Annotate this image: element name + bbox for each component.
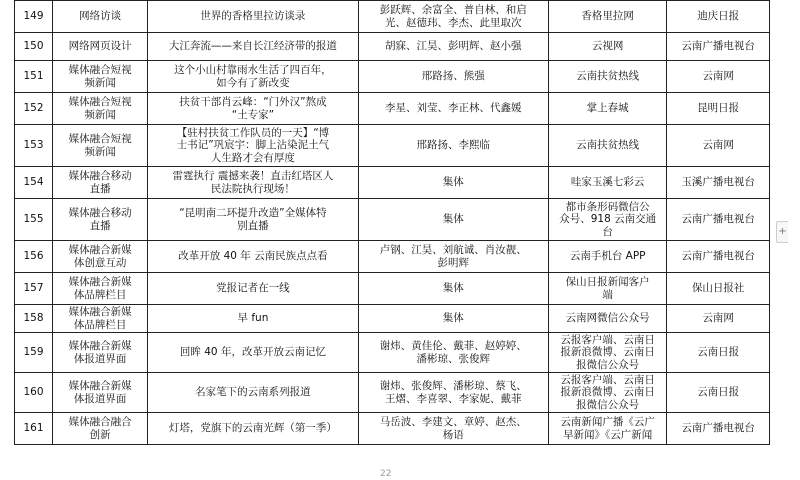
cell-authors: 集体 — [358, 167, 548, 199]
cell-category: 媒体融合新媒 体品牌栏目 — [53, 305, 148, 333]
cell-number: 154 — [15, 167, 53, 199]
cell-title: 世界的香格里拉访谈录 — [148, 1, 358, 33]
expand-tab-icon[interactable]: + — [776, 221, 788, 243]
cell-platform: 保山日报新闻客户 端 — [548, 273, 666, 305]
cell-authors: 胡寐、江昊、彭明辉、赵小强 — [358, 33, 548, 61]
cell-category: 媒体融合短视 频新闻 — [53, 61, 148, 93]
cell-category: 媒体融合移动 直播 — [53, 167, 148, 199]
cell-platform: 云视网 — [548, 33, 666, 61]
cell-category: 网络访谈 — [53, 1, 148, 33]
cell-unit: 迪庆日报 — [667, 1, 770, 33]
cell-category: 网络网页设计 — [53, 33, 148, 61]
cell-authors: 谢炜、张俊辉、潘彬琼、蔡飞、 王熠、李喜翠、李家妮、戴菲 — [358, 373, 548, 413]
cell-unit: 云南广播电视台 — [667, 413, 770, 445]
cell-number: 149 — [15, 1, 53, 33]
cell-title: 【驻村扶贫工作队员的一天】“博 士书记”巩宸宇：脚上沾染泥土气 人生路才会有厚度 — [148, 125, 358, 167]
table-row — [15, 333, 770, 373]
cell-platform: 云南扶贫热线 — [548, 61, 666, 93]
cell-platform: 云南扶贫热线 — [548, 125, 666, 167]
cell-authors: 彭跃辉、余富全、普自林、和启 光、赵德玮、李杰、此里取次 — [358, 1, 548, 33]
table-row — [15, 125, 770, 167]
cell-platform: 香格里拉网 — [548, 1, 666, 33]
cell-title: 灯塔，党旗下的云南光辉（第一季） — [148, 413, 358, 445]
cell-number: 157 — [15, 273, 53, 305]
cell-title: 早 fun — [148, 305, 358, 333]
table-row — [15, 305, 770, 333]
cell-authors: 谢炜、黄佳伦、戴菲、赵婷婷、 潘彬琼、张俊辉 — [358, 333, 548, 373]
cell-authors: 马岳波、李建文、章婷、赵杰、 杨语 — [358, 413, 548, 445]
table-row — [15, 33, 770, 61]
cell-title: 扶贫干部肖云峰：“门外汉”熬成 “土专家” — [148, 93, 358, 125]
cell-number: 155 — [15, 199, 53, 241]
cell-number: 150 — [15, 33, 53, 61]
cell-category: 媒体融合新媒 体报道界面 — [53, 373, 148, 413]
table-row — [15, 61, 770, 93]
cell-category: 媒体融合新媒 体创意互动 — [53, 241, 148, 273]
table-row — [15, 373, 770, 413]
cell-platform: 云南手机台 APP — [548, 241, 666, 273]
cell-title: 名家笔下的云南系列报道 — [148, 373, 358, 413]
cell-number: 151 — [15, 61, 53, 93]
cell-category: 媒体融合短视 频新闻 — [53, 93, 148, 125]
table-row — [15, 1, 770, 33]
cell-unit: 云南日报 — [667, 373, 770, 413]
page-number: 22 — [380, 469, 392, 479]
cell-platform: 云南新闻广播《云广 早新闻》《云广新闻 — [548, 413, 666, 445]
cell-category: 媒体融合新媒 体报道界面 — [53, 333, 148, 373]
cell-authors: 集体 — [358, 273, 548, 305]
cell-authors: 卢钢、江昊、刘航诚、肖汝靓、 彭明辉 — [358, 241, 548, 273]
cell-title: “昆明南二环提升改造”全媒体特 别直播 — [148, 199, 358, 241]
cell-number: 152 — [15, 93, 53, 125]
table-row — [15, 273, 770, 305]
cell-unit: 云南网 — [667, 125, 770, 167]
cell-authors: 集体 — [358, 199, 548, 241]
cell-title: 雷霆执行 震撼来袭！直击红塔区人 民法院执行现场！ — [148, 167, 358, 199]
cell-platform: 云报客户端、云南日 报新浪微博、云南日 报微信公众号 — [548, 333, 666, 373]
cell-unit: 云南广播电视台 — [667, 241, 770, 273]
cell-title: 大江奔流——来自长江经济带的报道 — [148, 33, 358, 61]
cell-number: 158 — [15, 305, 53, 333]
table-row — [15, 413, 770, 445]
cell-platform: 都市条形码微信公 众号、918 云南交通 台 — [548, 199, 666, 241]
cell-category: 媒体融合新媒 体品牌栏目 — [53, 273, 148, 305]
cell-number: 153 — [15, 125, 53, 167]
cell-unit: 云南网 — [667, 305, 770, 333]
cell-title: 党报记者在一线 — [148, 273, 358, 305]
awards-table — [14, 0, 770, 445]
cell-category: 媒体融合融合 创新 — [53, 413, 148, 445]
cell-title: 这个小山村靠雨水生活了四百年， 如今有了新改变 — [148, 61, 358, 93]
cell-platform: 云报客户端、云南日 报新浪微博、云南日 报微信公众号 — [548, 373, 666, 413]
table-row — [15, 199, 770, 241]
table-row — [15, 167, 770, 199]
cell-authors: 邢路扬、熊强 — [358, 61, 548, 93]
cell-title: 回眸 40 年，改革开放云南记忆 — [148, 333, 358, 373]
cell-unit: 保山日报社 — [667, 273, 770, 305]
cell-authors: 李星、刘莹、李正林、代鑫媛 — [358, 93, 548, 125]
cell-category: 媒体融合短视 频新闻 — [53, 125, 148, 167]
cell-number: 156 — [15, 241, 53, 273]
cell-platform: 云南网微信公众号 — [548, 305, 666, 333]
cell-category: 媒体融合移动 直播 — [53, 199, 148, 241]
cell-title: 改革开放 40 年 云南民族点点看 — [148, 241, 358, 273]
cell-number: 160 — [15, 373, 53, 413]
cell-platform: 掌上春城 — [548, 93, 666, 125]
cell-authors: 邢路扬、李熙临 — [358, 125, 548, 167]
cell-unit: 云南日报 — [667, 333, 770, 373]
table-row — [15, 241, 770, 273]
cell-number: 161 — [15, 413, 53, 445]
cell-platform: 哇家玉溪七彩云 — [548, 167, 666, 199]
table-row — [15, 93, 770, 125]
cell-unit: 云南网 — [667, 61, 770, 93]
table-body — [15, 1, 770, 445]
cell-authors: 集体 — [358, 305, 548, 333]
cell-number: 159 — [15, 333, 53, 373]
cell-unit: 云南广播电视台 — [667, 199, 770, 241]
cell-unit: 昆明日报 — [667, 93, 770, 125]
cell-unit: 玉溪广播电视台 — [667, 167, 770, 199]
cell-unit: 云南广播电视台 — [667, 33, 770, 61]
